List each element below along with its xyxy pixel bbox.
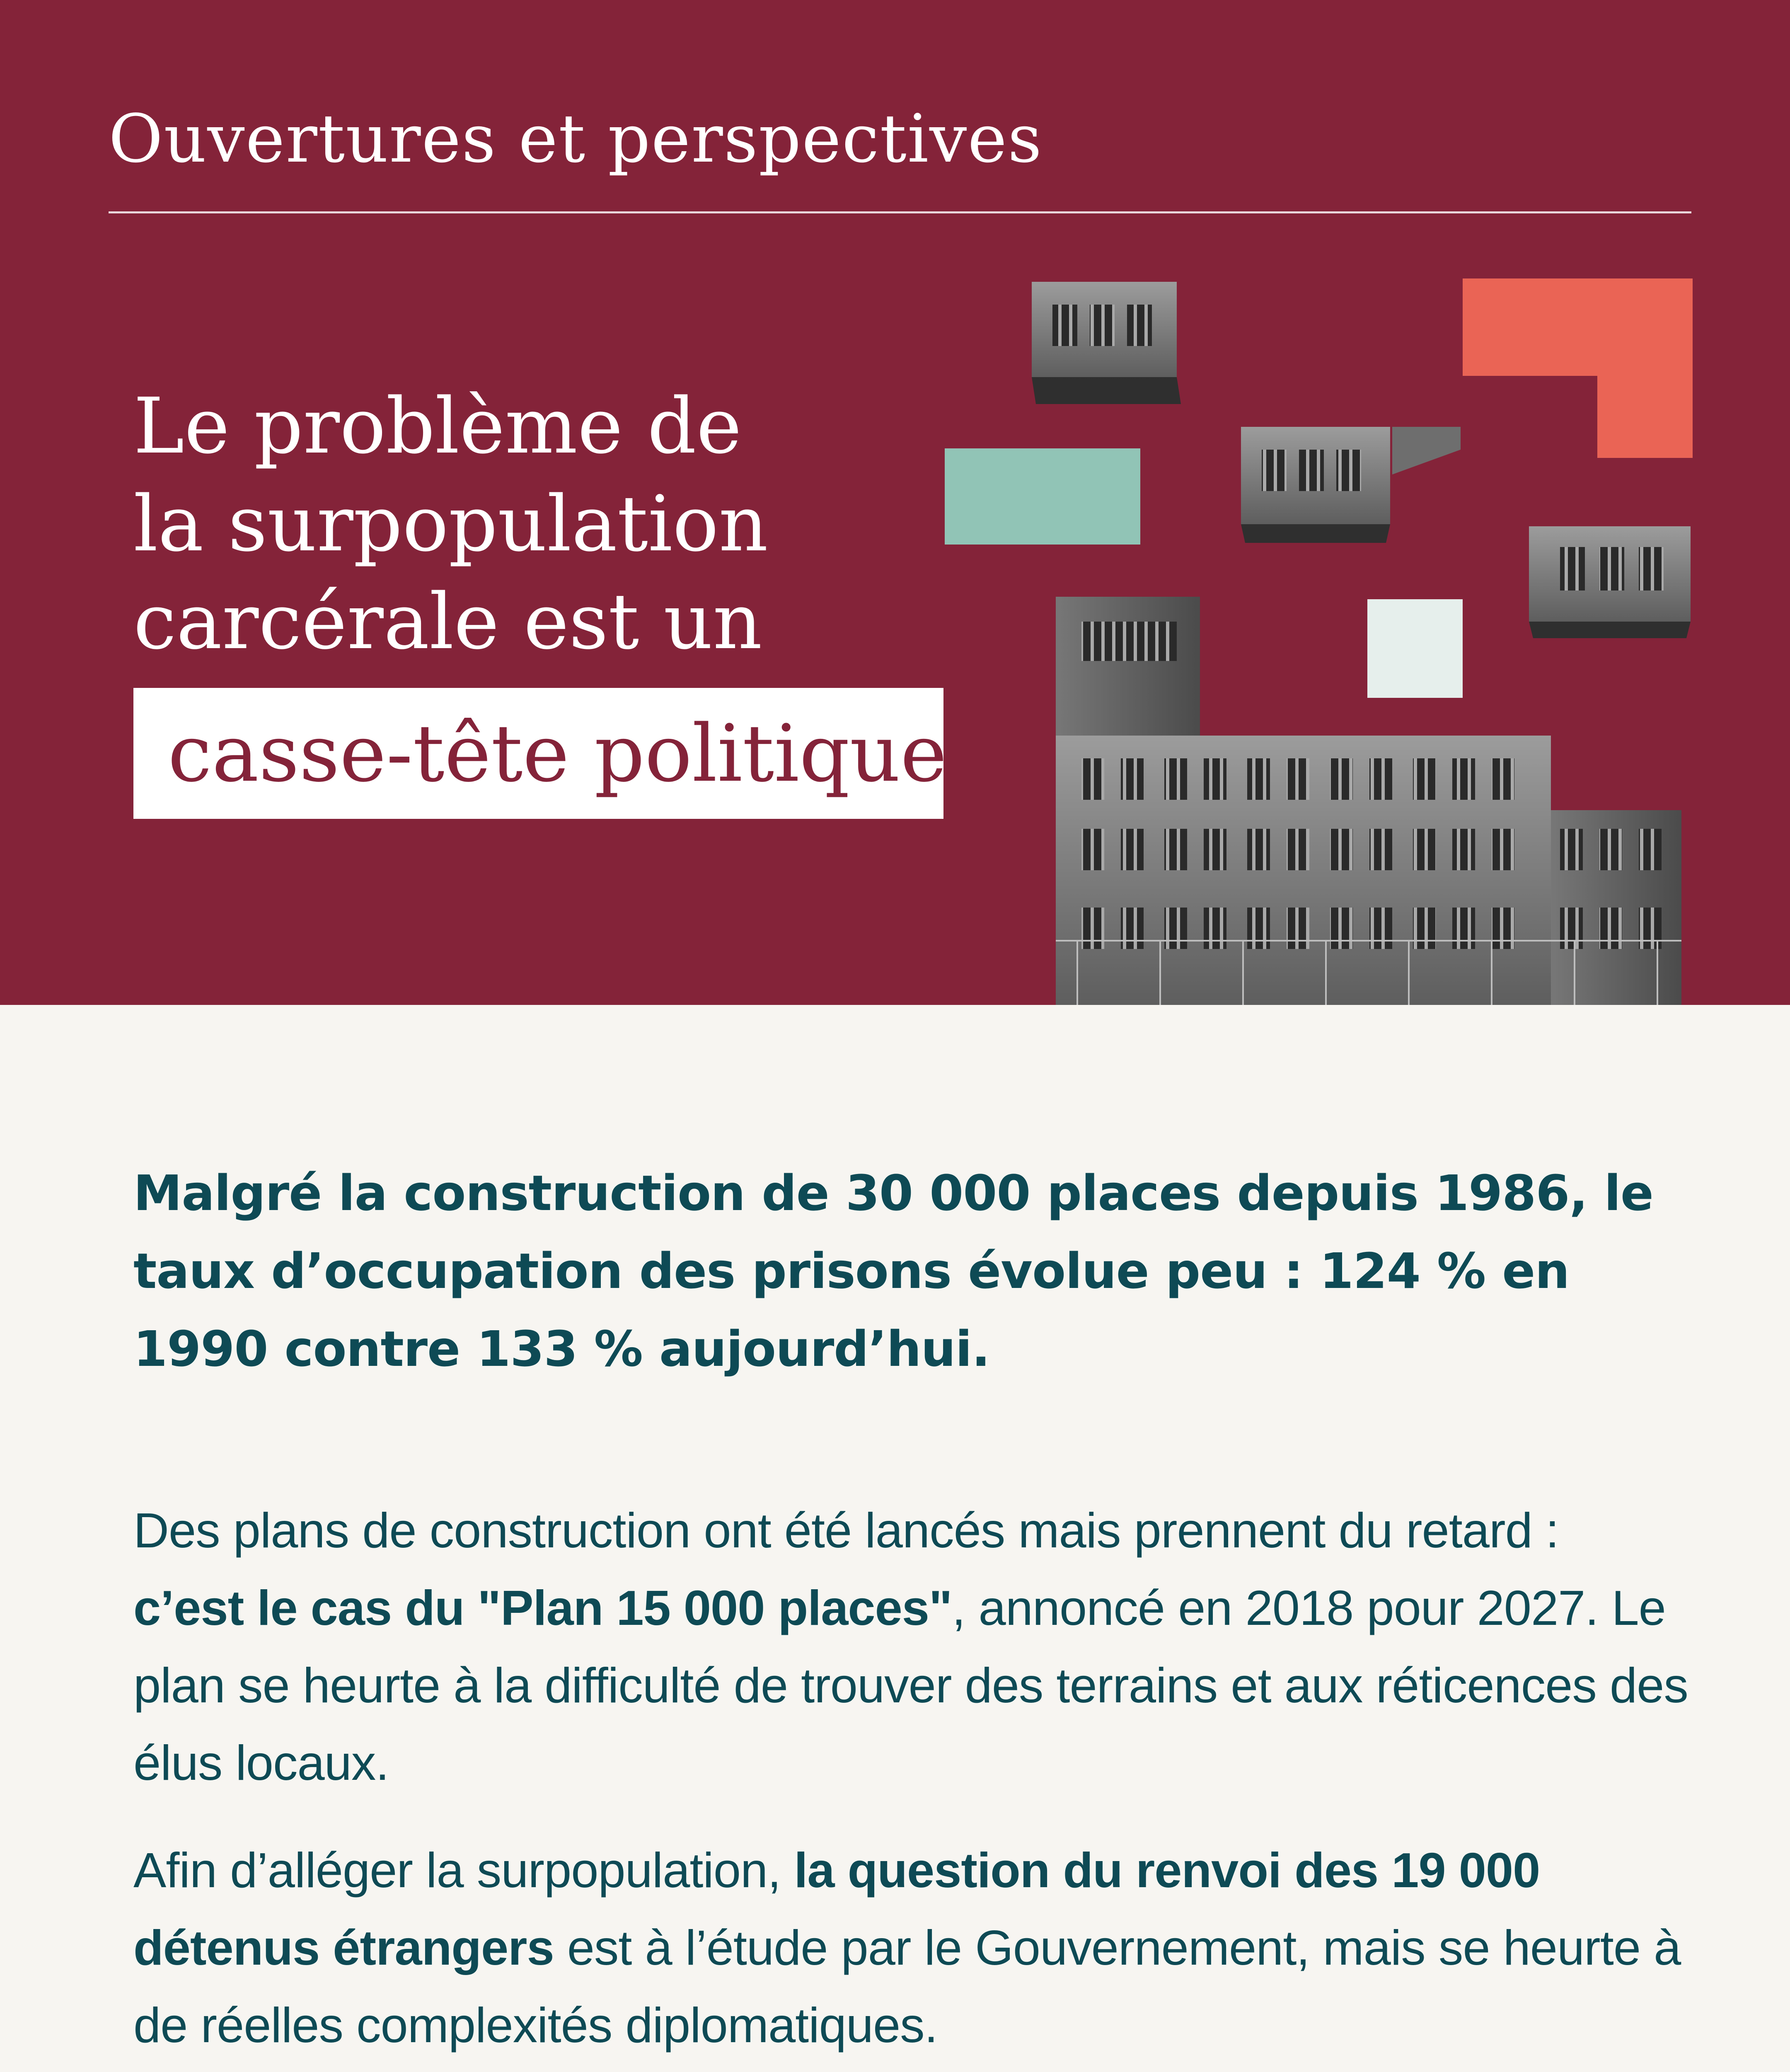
floating-cell-block-2 [1241,427,1461,543]
mint-block [945,448,1140,545]
floating-cell-block-1 [1032,282,1181,404]
headline-line-2: la surpopulation [133,479,768,569]
section-label: Ouvertures et perspectives [109,100,1043,177]
paragraph-2-bold: la question du renvoi des 19 000 détenus étrangers [133,1843,1540,1975]
divider [109,211,1691,213]
lead-statement: Malgré la construction de 30 000 places depuis 1986, le taux d’occupation des prisons évolue peu : 124 % en 1990 contre 133 % aujourd’hui. [133,1164,1653,1377]
paragraph-2-intro: Afin d’alléger la surpopulation, [133,1843,794,1898]
paragraph-1-bold: c’est le cas du "Plan 15 000 places" [133,1581,952,1636]
pale-block [1367,599,1463,698]
hero-banner [0,0,1790,1005]
headline [133,377,768,670]
paragraph-foreign-detainees [133,1832,1691,2064]
headline-highlight: casse-tête politique. [168,707,972,799]
paragraph-construction-plans [133,1492,1691,1802]
paragraph-1-intro: Des plans de construction ont été lancés mais prennent du retard : [133,1503,1559,1558]
headline-highlight-box [133,688,972,819]
coral-shape [1463,278,1693,458]
prison-collage-illustration [936,265,1707,1005]
headline-line-3: carcérale est un [133,577,762,666]
paragraph-1-rest: , annoncé en 2018 pour 2027. Le plan se heurte à la difficulté de trouver des terrains et aux réticences des élus locaux. [133,1581,1688,1791]
headline-line-1: Le problème de [133,381,742,471]
floating-cell-block-3 [1529,526,1691,638]
paragraph-2-rest: est à l’étude par le Gouvernement, mais se heurte à de réelles complexités diplomatiques. [133,1920,1681,2053]
